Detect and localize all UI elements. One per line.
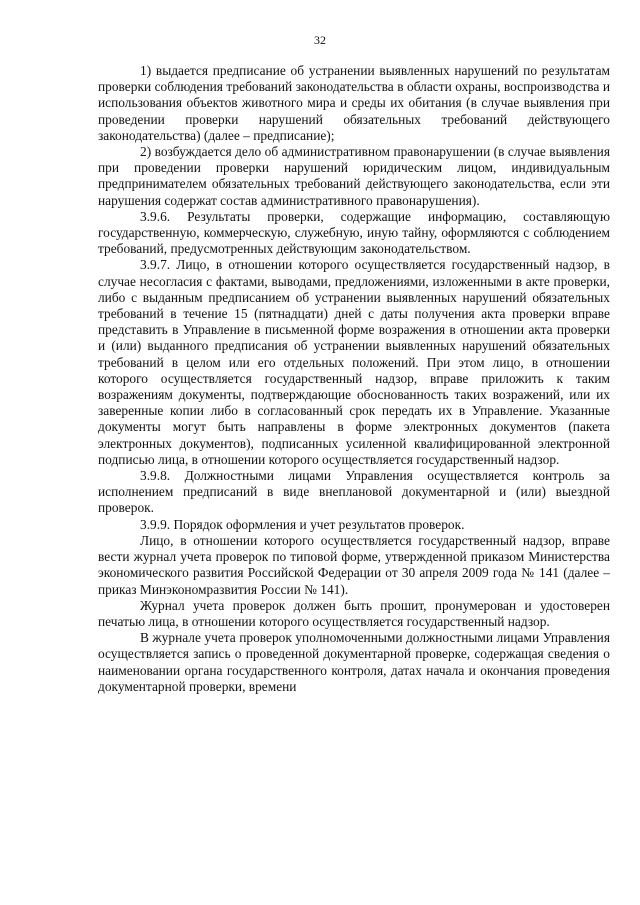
document-body [98, 63, 610, 695]
paragraph-inspection-log: Лицо, в отношении которого осуществляется государственный надзор, вправе вести журнал учета проверок по типовой форме, утвержденной приказом Министерства экономического развития Российской Федерации от 30 апреля 2009 года № 141 (далее – приказ Минэкономразвития России № 141). [98, 532, 610, 597]
paragraph-3-9-8: 3.9.8. Должностными лицами Управления осуществляется контроль за исполнением предписаний в виде внеплановой документарной и (или) выездной проверок. [98, 468, 610, 516]
paragraph-3-9-7: 3.9.7. Лицо, в отношении которого осуществляется государственный надзор, в случае несогласия с фактами, выводами, предложениями, изложенными в акте проверки, либо с выданным предписанием об устранении выявленных нарушений обязательных требований в течение 15 (пятнадцати) дней с даты получения акта проверки вправе представить в Управление в письменной форме возражения в отношении акта проверки и (или) выданного предписания об устранении выявленных нарушений обязательных требований в целом или его отдельных положений. При этом лицо, в отношении которого осуществляется государственный надзор, вправе приложить к таким возражениям документы, подтверждающие обоснованность таких возражений, или их заверенные копии либо в согласованный срок передать их в Управление. Указанные документы могут быть направлены в форме электронных документов (пакета электронных документов), подписанных усиленной квалифицированной электронной подписью лица, в отношении которого осуществляется государственный надзор. [98, 257, 610, 467]
paragraph-log-entry: В журнале учета проверок уполномоченными должностными лицами Управления осуществляется запись о проведенной документарной проверке, содержащая сведения о наименовании органа государственного контроля, датах начала и окончания проведения документарной проверки, времени [98, 630, 610, 694]
paragraph-3-9-6: 3.9.6. Результаты проверки, содержащие информацию, составляющую государственную, коммерческую, служебную, иную тайну, оформляются с соблюдением требований, предусмотренных действующим законодательством. [98, 208, 610, 257]
paragraph-administrative-case: 2) возбуждается дело об административном правонарушении (в случае выявления при проведении проверки нарушений юридическим лицом, индивидуальным предпринимателем обязательных требований действующего законодательства, если эти нарушения содержат состав административного правонарушения). [98, 144, 610, 208]
paragraph-issue-order: 1) выдается предписание об устранении выявленных нарушений по результатам проверки соблюдения требований законодательства в области охраны, воспроизводства и использования объектов животного мира и среды их обитания (в случае выявления при проведении проверки нарушений обязательных требований действующего законодательства) (далее – предписание); [98, 63, 610, 143]
page-number: 32 [314, 33, 326, 47]
paragraph-3-9-9: 3.9.9. Порядок оформления и учет результатов проверок. [140, 516, 465, 532]
paragraph-log-binding: Журнал учета проверок должен быть прошит, пронумерован и удостоверен печатью лица, в отношении которого осуществляется государственный надзор. [98, 597, 610, 629]
